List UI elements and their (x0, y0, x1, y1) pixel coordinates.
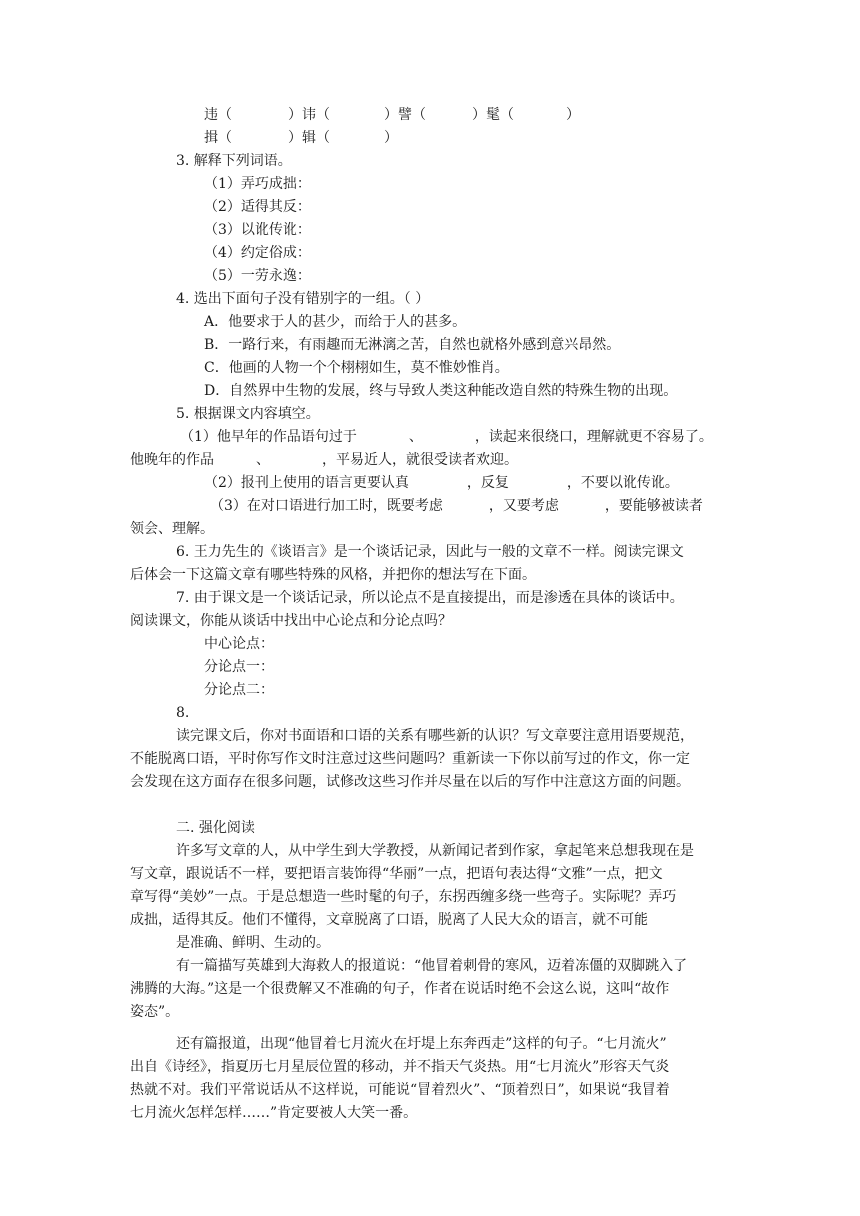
q3-item-3: （3）以讹传讹： (204, 222, 311, 238)
q5-sentence-1: （1）他早年的作品语句过于 、 ，读起来很绕口，理解就更不容易了。 (180, 429, 713, 445)
passage-p3-line-2: 出自《诗经》，指夏历七月星辰位置的移动，并不指天气炎热。用“七月流火”形容天气炎 (130, 1059, 670, 1075)
q7-line-2: 阅读课文，你能从谈话中找出中心论点和分论点吗？ (130, 613, 452, 629)
q7-subpoint-2: 分论点二： (204, 682, 274, 698)
passage-p1-line-2: 写文章，跟说话不一样，要把语言装饰得“华丽”一点，把语句表达得“文雅”一点，把文 (130, 866, 663, 882)
passage-p3-line-1: 还有篇报道，出现“他冒着七月流火在圩堤上东奔西走”这样的句子。“七月流火” (176, 1036, 667, 1052)
q4-option-d: D．自然界中生物的发展，终与导致人类这种能改造自然的特殊生物的出现。 (204, 383, 678, 399)
q6-line-2: 后体会一下这篇文章有哪些特殊的风格，并把你的想法写在下面。 (130, 567, 536, 583)
q4-option-a: A．他要求于人的甚少，而给于人的甚多。 (204, 314, 467, 330)
passage-p2-line-1: 有一篇描写英雄到大海救人的报道说：“他冒着刺骨的寒风，迈着冻僵的双脚跳入了 (176, 958, 688, 974)
q5-sentence-1-cont: 他晚年的作品 、 ，平易近人，就很受读者欢迎。 (130, 452, 518, 468)
q8-line-2: 不能脱离口语，平时你写作文时注意过这些问题吗？重新读一下你以前写过的作文，你一定 (130, 751, 690, 767)
q5-sentence-3: （3）在对口语进行加工时，既要考虑 ，又要考虑 ，要能够被读者 (210, 498, 703, 514)
passage-p3-line-3: 热就不对。我们平常说话从不这样说，可能说“冒着烈火”、“顶着烈日”，如果说“我冒着 (130, 1082, 670, 1098)
passage-p2-line-2: 沸腾的大海。”这是一个很费解又不准确的句子，作者在说话时绝不会这么说，这叫“故作 (130, 981, 670, 997)
q4-title: 4. 选出下面句子没有错别字的一组。（ ） (176, 291, 430, 307)
passage-p1-line-1: 许多写文章的人，从中学生到大学教授，从新闻记者到作家，拿起笔来总想我现在是 (176, 843, 694, 859)
passage-p3-line-4: 七月流火怎样怎样……”肯定要被人大笑一番。 (130, 1105, 418, 1121)
q5-sentence-2: （2）报刊上使用的语言更要认真 ，反复 ，不要以讹传讹。 (204, 475, 679, 491)
q3-item-5: （5）一劳永逸： (204, 268, 311, 284)
q2-row-1: 违（ ）讳（ ）譬（ ）髦（ ） (204, 107, 580, 123)
q5-title: 5. 根据课文内容填空。 (176, 406, 320, 422)
q2-row-2: 揖（ ）辑（ ） (204, 130, 398, 146)
q7-line-1: 7. 由于课文是一个谈话记录，所以论点不是直接提出，而是渗透在具体的谈话中。 (176, 590, 684, 606)
q3-item-1: （1）弄巧成拙： (204, 176, 311, 192)
q3-title: 3. 解释下列词语。 (176, 153, 292, 169)
passage-p1-line-4: 成拙，适得其反。他们不懂得，文章脱离了口语，脱离了人民大众的语言，就不可能 (130, 912, 648, 928)
section-2-title: 二. 强化阅读 (176, 820, 255, 836)
q3-item-4: （4）约定俗成： (204, 245, 311, 261)
q3-item-2: （2）适得其反： (204, 199, 311, 215)
q7-subpoint-1: 分论点一： (204, 659, 274, 675)
q8-line-3: 会发现在这方面存在很多问题，试修改这些习作并尽量在以后的写作中注意这方面的问题。 (130, 774, 690, 790)
q5-sentence-3-cont: 领会、理解。 (130, 521, 214, 537)
q8-number: 8. (176, 705, 190, 721)
passage-p2-line-3: 姿态”。 (130, 1004, 180, 1020)
q4-option-b: B．一路行来，有雨趣而无淋漓之苦，自然也就格外感到意兴昂然。 (204, 337, 621, 353)
q7-central-thesis: 中心论点： (204, 636, 274, 652)
passage-p1-line-5: 是准确、鲜明、生动的。 (176, 935, 330, 951)
passage-p1-line-3: 章写得“美妙”一点。于是总想造一些时髦的句子，东拐西缠多绕一些弯子。实际呢？弄巧 (130, 889, 677, 905)
q8-line-1: 读完课文后，你对书面语和口语的关系有哪些新的认识？写文章要注意用语要规范， (176, 728, 694, 744)
q4-option-c: C．他画的人物一个个栩栩如生，莫不惟妙惟肖。 (204, 360, 509, 376)
q6-line-1: 6. 王力先生的《谈语言》是一个谈话记录，因此与一般的文章不一样。阅读完课文 (176, 544, 684, 560)
